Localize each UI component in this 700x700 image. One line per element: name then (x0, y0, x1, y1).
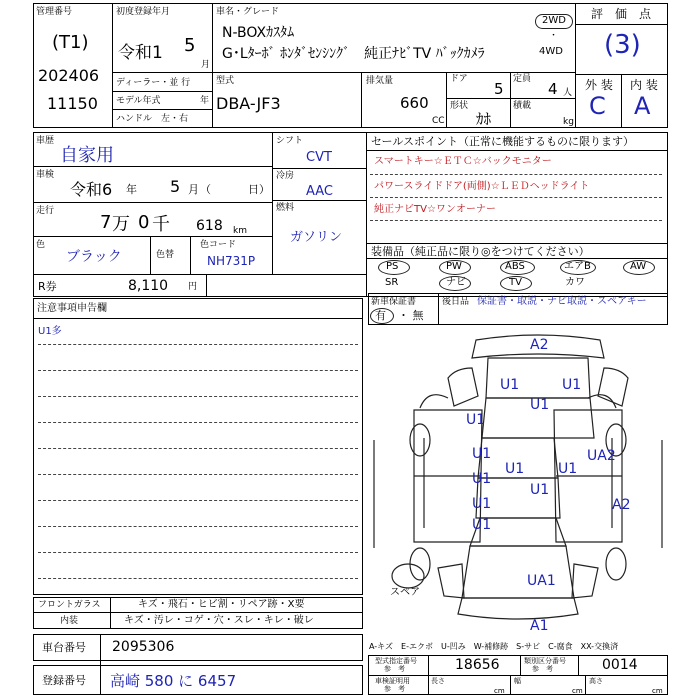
label-man: 万 (112, 214, 130, 235)
label-nichi: 日） (248, 183, 270, 196)
label-door: ドア (450, 74, 468, 84)
label-nen: 年 (126, 183, 137, 196)
label-irogae: 色替 (156, 250, 175, 260)
label-hito: 人 (563, 88, 573, 98)
shamei-line2: G･Lﾀｰﾎﾞ ﾎﾝﾀﾞｾﾝｼﾝｸﾞ 純正ﾅﾋﾞTV ﾊﾞｯｸｶﾒﾗ (222, 46, 485, 62)
label-soko: 走行 (36, 206, 55, 216)
label-sekisai: 積載 (513, 101, 532, 111)
damage-u1-left-3: U1 (472, 496, 492, 512)
soko-sen: 0 (138, 212, 150, 233)
katashiki-value: DBA-JF3 (216, 94, 281, 113)
label-gatsu: 月 (188, 183, 199, 196)
label-shamei: 車名・グレード (216, 7, 280, 17)
label-chui: 注意事項申告欄 (37, 303, 107, 314)
reibo-value: AAC (306, 184, 333, 199)
equip-airbag: エアB (564, 261, 591, 272)
label-sankou2: 参 考 (532, 665, 553, 673)
label-sen: 千 (152, 214, 170, 235)
label-sales: セールスポイント（正常に機能するものに限ります） (371, 135, 635, 148)
equip-pw: PW (446, 261, 462, 272)
label-toroku: 登録番号 (42, 674, 86, 687)
label-spare: スペア (390, 587, 420, 598)
soko-man: 7 (100, 212, 112, 233)
label-tsuki: 月 (201, 60, 211, 70)
hyoka-score: (3) (604, 30, 641, 60)
damage-u1-left-1: U1 (472, 446, 492, 462)
equip-kawa: カワ (565, 277, 585, 288)
shareki-value: 自家用 (60, 145, 114, 166)
label-haikiryo: 排気量 (366, 76, 394, 86)
hyoka-gaiso: C (589, 92, 606, 120)
label-soubi: 装備品（純正品に限り◎をつけてください） (371, 245, 590, 258)
label-kanri: 管理番号 (36, 7, 73, 17)
label-naiso2: 内装 (60, 616, 79, 626)
label-takasa: 高さ (589, 677, 603, 685)
keijo-value: ｶﾎ (476, 110, 492, 128)
damage-ua1-hood: UA1 (527, 573, 556, 589)
label-hyoka: 評 価 点 (591, 7, 652, 21)
iro-code: NH731P (207, 254, 256, 268)
label-ari: 有 (375, 309, 386, 322)
equip-abs: ABS (505, 261, 525, 272)
label-atohin: 後日品 (442, 297, 470, 307)
legend: A-キズ E-エクボ U-凹み W-補修跡 S-サビ C-腐食 XX-交換済 (369, 642, 619, 651)
label-kg: kg (563, 117, 574, 127)
sales-point-2: パワースライドドア(両側)☆ＬＥＤヘッドライト (374, 181, 590, 192)
ruibetsu-value: 0014 (602, 657, 638, 673)
drive-4wd: 4WD (539, 46, 563, 57)
label-shadai: 車台番号 (42, 641, 86, 654)
label-cm3: cm (652, 687, 663, 695)
label-km: km (233, 226, 247, 236)
kanri-num2: 11150 (47, 94, 98, 113)
shodo-month: 5 (184, 35, 196, 56)
damage-u1-roof-rear: U1 (530, 397, 550, 413)
glass-desc: キズ・飛石・ヒビ割・リペア跡・X要 (138, 599, 305, 610)
haikiryo-value: 660 (400, 94, 429, 112)
label-shasho: 車検証明用 (375, 677, 410, 685)
notes-frame (33, 298, 363, 595)
atohin-value: 保証書・取説・ナビ取説・スペアキー (477, 296, 647, 307)
teiin-value: 4 (548, 80, 558, 98)
label-reibo: 冷房 (276, 171, 295, 181)
label-sankou3: 参 考 (384, 685, 405, 693)
label-katashiki: 型式 (216, 76, 235, 86)
chui-note: U1多 (38, 326, 62, 337)
r-ken-value: 8,110 (128, 278, 169, 294)
label-cm2: cm (572, 687, 583, 695)
label-cm1: cm (494, 687, 505, 695)
label-ruibetsu: 類別区分番号 (524, 657, 566, 665)
label-nashi: ・ 無 (398, 309, 424, 322)
label-shareki: 車歴 (36, 136, 55, 146)
damage-u1-rear-left: U1 (500, 377, 520, 393)
equip-aw: AW (630, 261, 647, 272)
damage-u1-mid-right: U1 (558, 461, 578, 477)
damage-u1-rear-left-side: U1 (466, 412, 486, 428)
equip-sr: SR (385, 277, 399, 288)
damage-a1-bottom: A1 (530, 618, 549, 634)
label-r-ken: R券 (38, 280, 57, 293)
kanri-num1: 202406 (38, 66, 100, 85)
hyoka-naiso: A (634, 92, 651, 120)
damage-u1-left-4: U1 (472, 517, 492, 533)
label-haba: 幅 (514, 677, 521, 685)
kanri-code: (T1) (52, 32, 89, 53)
label-shift: シフト (276, 136, 304, 146)
nenryo-value: ガソリン (290, 230, 343, 245)
drive-dot: ・ (549, 31, 559, 41)
label-gaiso: 外 装 (585, 78, 613, 92)
label-year-unit: 年 (200, 96, 210, 106)
label-shinsha: 新車保証書 (371, 297, 417, 307)
label-cc: CC (432, 116, 445, 126)
damage-ua2-right: UA2 (587, 448, 616, 464)
label-keijo: 形状 (450, 101, 469, 111)
label-shodo: 初度登録年月 (116, 7, 171, 17)
shamei-line1: N-BOXｶｽﾀﾑ (222, 25, 295, 41)
label-model-year: モデル年式 (116, 96, 161, 106)
toroku-value: 高崎 580 に 6457 (110, 672, 237, 690)
label-naiso: 内 装 (630, 78, 658, 92)
equip-navi: ナビ (446, 277, 466, 288)
soko-rest: 618 (196, 218, 223, 234)
label-front-glass: フロントガラス (38, 600, 101, 610)
label-dealer: ディーラー・並 行 (116, 78, 191, 88)
shift-value: CVT (306, 150, 332, 165)
equip-tv: TV (509, 277, 522, 288)
damage-u1-rear-right: U1 (562, 377, 582, 393)
katashiki-shitei-value: 18656 (455, 657, 500, 673)
label-shaken: 車検 (36, 170, 55, 180)
sales-point-3: 純正ナビTV☆ワンオーナー (374, 204, 496, 215)
damage-a2-top: A2 (530, 337, 549, 353)
naiso-desc: キズ・汚レ・コゲ・穴・スレ・キレ・破レ (124, 615, 314, 626)
label-handle: ハンドル 左・右 (116, 114, 189, 124)
shaken-era: 令和6 (70, 180, 113, 199)
damage-u1-center: U1 (530, 482, 550, 498)
label-teiin: 定員 (513, 74, 532, 84)
damage-a2-right: A2 (612, 497, 631, 513)
door-value: 5 (494, 80, 504, 98)
sales-point-1: スマートキー☆ＥＴＣ☆バックモニター (374, 156, 552, 167)
damage-u1-left-2: U1 (472, 471, 492, 487)
damage-u1-mid-left: U1 (505, 461, 525, 477)
label-paren-open: （ (200, 183, 211, 196)
label-sankou1: 参 考 (384, 665, 405, 673)
label-yen: 円 (188, 282, 198, 292)
iro-name: ブラック (66, 249, 122, 265)
equip-ps: PS (386, 261, 399, 272)
label-iro-code: 色コード (200, 240, 237, 250)
shaken-month: 5 (170, 177, 181, 196)
shodo-era: 令和1 (118, 43, 163, 63)
shadai-value: 2095306 (112, 639, 175, 655)
drive-2wd: 2WD (535, 14, 573, 29)
label-katashiki-shitei: 型式指定番号 (375, 657, 417, 665)
label-iro: 色 (36, 240, 46, 250)
label-nenryo: 燃料 (276, 203, 295, 213)
label-nagasa: 長さ (431, 677, 445, 685)
